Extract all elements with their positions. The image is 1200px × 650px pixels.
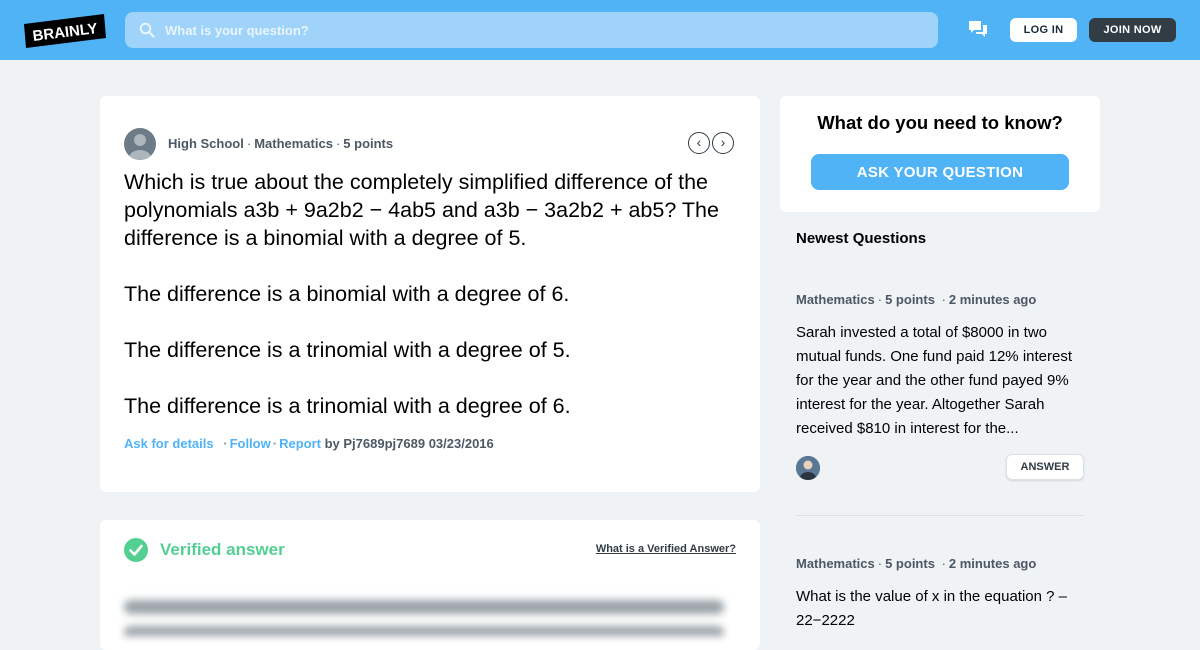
ask-question-card xyxy=(780,96,1100,212)
ask-your-question-button[interactable]: ASK YOUR QUESTION xyxy=(811,154,1069,190)
brainly-logo[interactable] xyxy=(24,14,106,48)
search-input[interactable] xyxy=(165,12,925,48)
author-name[interactable]: Pj7689pj7689 xyxy=(343,436,426,451)
report-link[interactable]: Report xyxy=(279,436,321,451)
previous-arrow-icon[interactable]: ‹ xyxy=(688,132,710,154)
question-card xyxy=(100,96,760,492)
question-date: 03/23/2016 xyxy=(428,436,494,451)
school-level: High School xyxy=(168,136,244,151)
user-silhouette-icon xyxy=(124,128,156,160)
answer-button[interactable]: ANSWER xyxy=(1006,454,1084,480)
verified-answer-card xyxy=(100,520,760,650)
points-label: 5 points xyxy=(343,136,394,151)
newest-question-text[interactable]: What is the value of x in the equation ? – 22−2222 xyxy=(796,588,1068,629)
checkmark-icon xyxy=(124,538,148,562)
follow-link[interactable]: Follow xyxy=(229,436,271,451)
newest-question-time: 2 minutes ago xyxy=(948,292,1037,307)
question-meta: High School · Mathematics · 5 points xyxy=(168,136,394,151)
newest-question-points: 5 points xyxy=(885,292,935,307)
newest-question-item[interactable] xyxy=(796,292,1084,482)
question-paragraph: Which is true about the completely simplified difference of the polynomials a3b + 9a2b2 − 4ab5 and a3b − 3a2b2 + ab5? The difference is a binomial with a degree of 5. xyxy=(124,170,719,250)
newest-question-subject[interactable]: Mathematics xyxy=(796,556,875,571)
question-paragraph: The difference is a binomial with a degree of 6. xyxy=(124,282,570,306)
newest-question-points: 5 points xyxy=(885,556,935,571)
question-actions: Ask for details · Follow · Report by Pj7689pj7689 03/23/2016 xyxy=(124,436,494,451)
search-icon xyxy=(139,22,155,38)
chat-icon[interactable] xyxy=(968,20,988,38)
newest-question-item[interactable] xyxy=(796,556,1084,636)
login-button[interactable]: LOG IN xyxy=(1010,18,1077,42)
what-is-verified-link[interactable]: What is a Verified Answer? xyxy=(595,543,736,555)
subject-link[interactable]: Mathematics xyxy=(254,136,333,151)
logo-text: BRAINLY xyxy=(31,20,99,45)
blurred-answer-placeholder xyxy=(124,596,736,643)
question-divider xyxy=(796,515,1084,516)
ask-title: What do you need to know? xyxy=(817,112,1063,133)
newest-question-meta: Mathematics · 5 points · 2 minutes ago xyxy=(796,292,1037,307)
ask-for-details-link[interactable]: Ask for details xyxy=(124,436,214,451)
join-now-button[interactable]: JOIN NOW xyxy=(1089,18,1176,42)
next-arrow-icon[interactable]: › xyxy=(712,132,734,154)
top-navigation-bar xyxy=(0,0,1200,60)
newest-question-text[interactable]: Sarah invested a total of $8000 in two mutual funds. One fund paid 12% interest for the year and the other fund payed 9% interest for the year. Altogether Sarah received $810 in interest for the... xyxy=(796,324,1073,437)
newest-question-subject[interactable]: Mathematics xyxy=(796,292,875,307)
search-bar xyxy=(125,12,938,48)
verified-answer-title: Verified answer xyxy=(160,540,285,559)
asker-avatar[interactable] xyxy=(124,128,156,160)
newest-questions-heading: Newest Questions xyxy=(796,230,927,247)
question-navigation xyxy=(688,132,736,154)
user-avatar[interactable] xyxy=(796,456,820,480)
newest-question-time: 2 minutes ago xyxy=(948,556,1037,571)
by-label: by xyxy=(324,436,340,451)
question-paragraph: The difference is a trinomial with a degree of 6. xyxy=(124,394,571,418)
question-text xyxy=(124,168,744,420)
question-paragraph: The difference is a trinomial with a degree of 5. xyxy=(124,338,571,362)
newest-question-meta: Mathematics · 5 points · 2 minutes ago xyxy=(796,556,1037,571)
